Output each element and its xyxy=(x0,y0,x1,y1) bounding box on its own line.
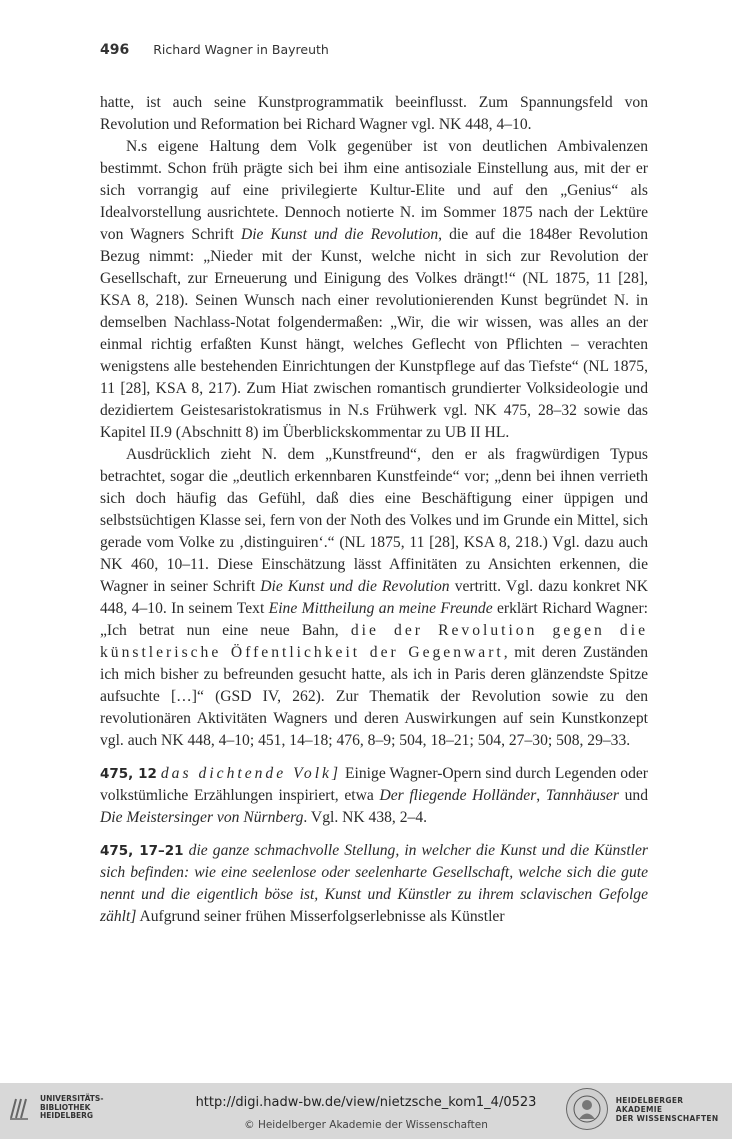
text-run: Die Meistersinger von Nürnberg xyxy=(100,809,304,826)
page-number: 496 xyxy=(100,42,130,58)
paragraph-p3 xyxy=(100,444,648,752)
academy-logo[interactable] xyxy=(566,1088,732,1130)
text-run: Die Kunst und die Revolution xyxy=(240,226,439,243)
text-run: hatte, ist auch seine Kunstprogrammatik beeinflusst. Zum Spannungsfeld von Revolution und Reformation bei Richard Wagner vgl. NK 448, 4–10. xyxy=(100,94,648,133)
text-run: 475, 17–21 xyxy=(100,843,184,859)
paragraph-p4 xyxy=(100,763,648,829)
text-run: die der Revolution gegen die künstlerische Öffentlichkeit der Gegenwart xyxy=(100,622,648,661)
text-run: erklärt Richard Wagner: „Ich betrat nun eine neue Bahn, xyxy=(100,600,648,639)
text-run: Eine Mittheilung an meine Freunde xyxy=(268,600,493,617)
paragraph-p5 xyxy=(100,840,648,928)
text-run: Der fliegende Holländer xyxy=(379,787,537,804)
text-run: , mit deren Zuständen ich mich bisher zu befreunden gesucht hatte, als ich in Paris deren glänzendste Spitze aufsuchte […]“ (GSD IV, 262). Zur Thematik der Revolution sowie zu den revolutionären Aktivitäten Wagners und deren Auswirkungen auf sein Kunstkonzept vgl. auch NK 448, 4–10; 451, 14–18; 476, 8–9; 504, 18–21; 504, 27–30; 508, 29–33. xyxy=(100,644,648,749)
text-run: die ganze schmachvolle Stellung, in welcher die Kunst und die Künstler sich befinden: wie eine seelenlose oder seelenharte Gesellschaft, welche sich die gute nennt und die eigentlich böse ist, Kunst und Künstler zu ihrem sclavischen Gefolge zählt] xyxy=(100,842,648,925)
text-run: Tannhäuser xyxy=(545,787,619,804)
library-logo-text: UNIVERSITÄTS- BIBLIOTHEK HEIDELBERG xyxy=(40,1094,104,1121)
paragraph-p2 xyxy=(100,136,648,444)
text-run: Einige Wagner-Opern sind durch Legenden oder volkstümliche Erzählungen inspiriert, etwa xyxy=(100,765,648,804)
copyright-notice: © Heidelberger Akademie der Wissenschaften xyxy=(244,1119,488,1131)
text-run: , xyxy=(536,787,546,804)
text-run: Aufgrund seiner frühen Misserfolgserlebnisse als Künstler xyxy=(136,908,505,925)
running-header xyxy=(100,42,329,64)
running-title: Richard Wagner in Bayreuth xyxy=(153,42,329,57)
text-run: das dichtende Volk] xyxy=(160,765,342,782)
text-run: vertritt. Vgl. dazu konkret NK 448, 4–10. In seinem Text xyxy=(100,578,649,617)
text-run: Die Kunst und die Revolution xyxy=(260,578,450,595)
text-run: und xyxy=(618,787,648,804)
paragraph-p1 xyxy=(100,92,648,136)
academy-seal-icon xyxy=(566,1088,608,1130)
text-run: N.s eigene Haltung dem Volk gegenüber ist von deutlichen Ambivalenzen bestimmt. Schon früh prägte sich bei ihm eine antisoziale Einstellung aus, mit der er sich vorrangig auf eine privilegierte Kultur-Elite und auf den „Genius“ als Idealvorstellung ausrichtete. Dennoch notierte N. im Sommer 1875 nach der Lektüre von Wagners Schrift xyxy=(100,138,648,243)
text-run: 475, 12 xyxy=(100,766,157,782)
text-run: , die auf die 1848er Revolution Bezug nimmt: „Nieder mit der Kunst, welche nicht in sich zur Revolution der Gesellschaft, zur Erneuerung und Einigung des Volkes drängt!“ (NL 1875, 11 [28], KSA 8, 218). Seinen Wunsch nach einer revolutionierenden Kunst begründet N. in demselben Nachlass-Notat folgendermaßen: „Wir, die wir wissen, was alles an der einmal richtig erfaßten Kunst hängt, welches Geflecht von Pflichten – verachten wenigstens alle bestehenden Einrichtungen der Kunstpflege auf das Tiefste“ (NL 1875, 11 [28], KSA 8, 217). Zum Hiat zwischen romantisch grundierter Volksideologie und dezidiertem Geistesaristokratismus in N.s Frühwerk vgl. NK 475, 28–32 sowie das Kapitel II.9 (Abschnitt 8) im Überblickskommentar zu UB II HL. xyxy=(100,226,648,441)
text-run: Ausdrücklich zieht N. dem „Kunstfreund“, den er als fragwürdigen Typus betrachtet, sogar die „deutlich erkennbaren Kunstfeinde“ vor; „denn bei ihnen verrieth sich doch häufig das Gefühl, daß dies eine Beschäftigung einer üppigen und selbstsüchtigen Klasse sei, fern von der Noth des Volkes und im Grunde ein Mittel, sich gerade vom Volke zu ‚distinguiren‘.“ (NL 1875, 11 [28], KSA 8, 218.) Vgl. dazu auch NK 460, 10–11. Diese Einschätzung lässt Affinitäten zu Ansichten erkennen, die Wagner in seiner Schrift xyxy=(100,446,648,595)
footer-bar xyxy=(0,1083,732,1139)
academy-logo-text: HEIDELBERGER AKADEMIE DER WISSENSCHAFTEN xyxy=(615,1095,719,1123)
text-run: . Vgl. NK 438, 2–4. xyxy=(303,809,428,826)
source-url-link[interactable]: http://digi.hadw-bw.de/view/nietzsche_kom1_4/0523 xyxy=(195,1095,537,1110)
page-body xyxy=(100,92,648,928)
